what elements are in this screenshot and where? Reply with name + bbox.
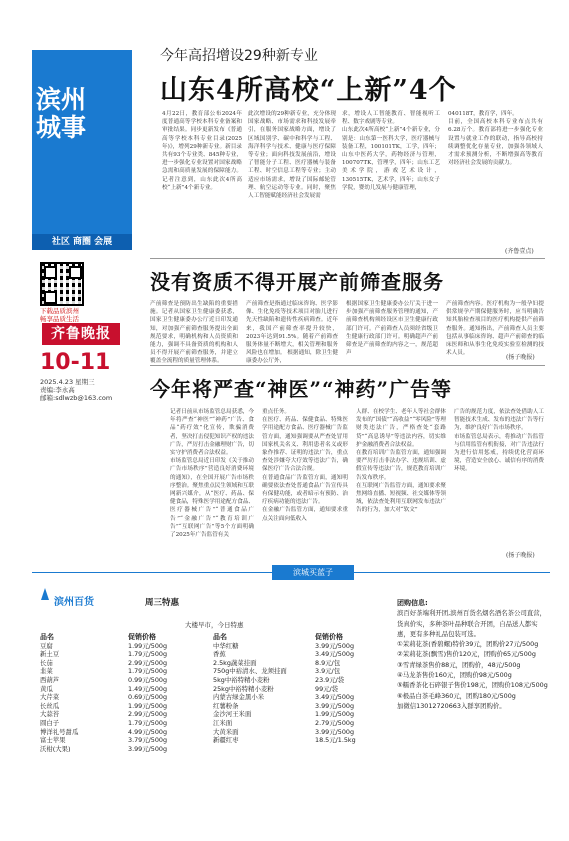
product-name: 香蕉 [213,650,226,659]
product-price: 1.99元/500g [128,701,168,710]
notice-line: ⑥极品白茶毛峰360元，团购180元/500g [397,691,516,700]
column-header: 促销价格 [315,633,343,641]
group-buy-notice [397,598,550,711]
notice-line: ③雪青绿茶售价88元，团购价，48元/500g [397,660,521,669]
qr-code-icon[interactable] [40,262,84,306]
product-name: 大芹菜 [40,693,60,702]
article2-byline: (扬子晚报) [506,354,535,361]
section-title-line1: 滨州 [36,85,87,114]
product-name: 金沙河王米面 [213,710,252,719]
product-price: 3.99元/500g [315,727,355,736]
article2-headline: 没有资质不得开展产前筛查服务 [150,270,444,294]
product-name: 韭菜 [40,667,53,676]
product-name: 黄瓜 [40,684,53,693]
product-name: 红薯粉条 [213,701,239,710]
notice-line: 加微信13012720663入群享团购价。 [397,701,506,710]
section-strip: 社区 商圈 会展 [32,234,132,250]
product-price: 2.99元/500g [128,710,168,719]
product-price: 8.9元/包 [315,658,341,667]
product-price: 1.79元/500g [128,667,168,676]
product-name: 2.5kg蔬菜挂面 [213,658,257,667]
product-name: 西葫芦 [40,675,60,684]
page-numbers: 10-11 [40,350,111,375]
issue-meta: 2025.4.23 星期三 责编:李永高 邮箱:sdlwzb@163.com [40,378,113,402]
right-name-column [213,633,313,745]
promo-title: 周三特惠 [145,598,180,608]
article3-byline: (扬子晚报) [506,552,535,559]
article1-col4: 040118T，教育学，四年。 目前，全国高校本科专业布点共有6.28万个。教育部将进一步强化专业设置与就业工作的联动，指导高校持续调整优化存量专业，加强各领域人才需求预测分析，不断增强高等教育对经济社会发展的贡献力。 [448,111,543,167]
product-price: 0.99元/500g [128,675,168,684]
article2-col4: 产前筛查内容。医疗机构为一般孕妇提供常规孕产期保健服务时，应当明确告知其胎检查项目的医疗机构提供产前筛查服务。通知指出，产前筛查人员主要包括从事临床咨询、超声产前筛查的临床医师和从事生化免疫实验室检测的技术人员。 [446,301,544,357]
product-name: 新土豆 [40,650,60,659]
product-price: 18.5元/1.5kg [315,736,356,745]
product-price: 3.99元/500g [128,744,168,753]
section-title-line2: 城事 [36,113,87,142]
article2-col2: 产前筛查是指通过临床咨询、医学影像、生化免疫等技术项目对胎儿进行先天性缺陷和遗传性疾病筛查。近年来，我国产前筛查率提升较快，2023年达到91.5%。随着产前筛查服务体量不断增大，相关管理和服务风险也在增加。 根据通知，除卫生健康委办公厅外， [246,301,338,365]
notice-line: ②茉莉花茶(飘雪)售价120元，团购价65元/500g [397,650,536,659]
ad-section [32,565,550,840]
product-price: 99元/袋 [315,684,339,693]
product-price: 4.99元/500g [128,727,168,736]
product-name: 内蒙古绿金黑小米 [213,693,265,702]
divider [150,258,545,259]
article1-col2: 此次增设的29种新专业，充分体现国家战略、市场需求和科技发展牵引，在服务国家战略方面，增设了区域国别学、碳中和科学与工程、海洋科学与技术、健康与医疗保障等专业；面向科技发展前沿，增设了智能分子工程、医疗器械与装备工程、时空信息工程等专业；主动适应市场需求，增设了国际邮轮管理、航空运动等专业。同时，聚焦人工智能赋能经济社会发展需 [248,111,336,200]
article1-byline: (齐鲁壹点) [505,248,534,255]
left-price-column [128,633,208,753]
product-name: 豆腐 [40,641,53,650]
product-name: 江米面 [213,718,233,727]
article2-col3: 根据国家卫生健康委办公厅关于进一步加强产前筛查服务管理的通知，产前筛查机构须经设区市卫生健康行政部门许可。产前筛查人员须经省级卫生健康行政部门许可。明确超声产前筛查是产前筛查的内容之一，规范超声 [346,301,438,357]
article3-headline: 今年将严查“神医”“神药”广告等 [150,377,453,401]
product-price: 3.99元/500g [315,641,355,650]
product-name: 750g中裕清水、龙须挂面 [213,667,287,676]
newspaper-logo: 齐鲁晚报 [42,323,120,345]
product-price: 3.9元/包 [315,667,341,676]
store-name: 滨州百货 [54,597,94,608]
article3-col2: 重点任务。 在医疗、药品、保健食品、特殊医学用途配方食品、医疗器械广告监管方面，通知强调要从严查处冒用国家机关名义、利用患者名义或形象作推荐、证明的违法广告，重点查处涉嫌夸大疗效等违法广告，确保医疗广告合法合规。 在普通食品广告监管方面，通知明确要依法查处普通食品广告宣传具有保健功能，或者暗示有预防、治疗疾病功能的违法广告。 在金融广告监管方面，通知要求重点关注面向低收入 [262,409,348,522]
column-header: 促销价格 [128,633,156,641]
product-name: 长茄 [40,658,53,667]
ad-tab: 滨城买蓝子 [272,565,354,580]
article3-col4: 广告的规范力度，依法查处借助人工智能技术生成、发布的违法广告等行为，维护良好广告市场秩序。 市场监管总局表示，将推动广告监管与信用监管有机衔接，对广告违法行为进行信用惩戒，持续优化营商环境，营造安全放心、诚信有序的消费环境。 [454,409,544,473]
article1-col1: 4月22日，教育部公布2024年度普通高等学校本科专业备案和审批结果。同步更新发布《普通高等学校本科专业目录(2025年)》，增列29种新专业。新目录共有93个专业类、845种专业，进一步强化专业设置对国家战略急需和高质量发展的保障能力。记者注意到，山东此次4所高校“上新”4个新专业。 [162,111,242,191]
product-name: 富士苹果 [40,736,66,745]
notice-title: 团购信息: [397,599,428,607]
section-banner [32,50,132,248]
article1-col3: 求，增设人工智能教育、智能视听工程、数字戏剧等专业。 山东此次4所高校“上新”4个新专业，分别是：山东第一医科大学，医疗器械与装备工程，100101TK，工学，四年；山东中医药大学，药物经济与管理，100707TK，管理学，四年；山东工艺美术学院，游戏艺术设计，130515TK，艺术学，四年；山东女子学院，婴幼儿发展与健康管理， [342,111,440,191]
product-price: 23.9元/袋 [315,675,345,684]
product-name: 大黄米面 [213,727,239,736]
product-price: 1.99元/500g [128,641,168,650]
product-price: 2.79元/500g [315,718,355,727]
article1-headline: 山东4所高校“上新”4个 [160,75,457,106]
product-price: 1.79元/500g [128,650,168,659]
product-name: 长丝瓜 [40,701,60,710]
product-price: 2.99元/500g [128,658,168,667]
product-name: 中华红糖 [213,641,239,650]
product-price: 1.99元/500g [315,710,355,719]
column-header: 品名 [40,633,54,641]
product-name: 新疆红枣 [213,736,239,745]
product-price: 3.99元/500g [315,701,355,710]
column-header: 品名 [213,633,227,641]
product-price: 1.49元/500g [128,684,168,693]
store-logo-icon [40,587,50,601]
qr-caption: 下载品质滨州 畅享品质生活 [40,307,79,323]
notice-line: ④马龙茶售价160元，团购价98元/500g [397,671,512,680]
product-name: 5kg中裕特精小麦粉 [213,675,270,684]
product-price: 3.79元/500g [128,736,168,745]
product-name: 圆白子 [40,718,60,727]
product-price: 1.79元/500g [128,718,168,727]
product-name: 大蒜苔 [40,710,60,719]
article3-col3: 人群、在校学生、老年人等社会群体发布的“国债”“高收益”“零风险”等理财类违法广告，严格查处“套路贷”“高息诱导”等违法内容，切实维护金融消费者合法权益。 在教育培训广告监管方面，通知强调要严厉打击非法办学、违规培训、虚假宣传等违法广告，规范教育培训广告发布秩序。 在互联网广告监管方面，通知要求聚焦网络直播、短视频、社交媒体等领域，依法查处利用互联网发布违法广告的行为，加大对“软文” [356,409,446,514]
right-price-column [315,633,395,745]
article3-col1: 记者日前从市场监管总局获悉，今年将严查“神医”“神药”广告、食品“药疗效”化宣传，欺骗消费者，坚决打击侵犯知识产权的违法广告，严厉打击金融理财广告，切实守护消费者合法权益。 市场监管总局近日印发《关于推动广告市场秩序”营造良好消费环境的通知》，在全国开展广告市场秩序整治。聚焦重点民生领域和互联网新兴媒介，从“医疗、药品、保健食品，特殊医学用途配方食品、医疗器械广告”“普通食品广告”“金融广告”“教育培训广告”“互联网广告”等5个方面明确了2025年广告监管有关 [170,409,254,539]
product-price: 0.69元/500g [128,693,168,702]
notice-line: ①茉莉花茶(香碧螺)特价39元，团购价27元/500g [397,640,539,649]
notice-line: ⑤糯香茶化石碎银子售价198元，团购价108元/500g [397,681,548,690]
article1-kicker: 今年高招增设29种新专业 [160,48,318,64]
notice-line: 滨百好茶端利开团,滨州百货名烟名酒名茶公司直营，货真价实，多种茶叶品种联合开团，自品送人都实惠，更有多种礼品包装可选。 [397,609,547,638]
promo-subtitle: 大楼早市，今日特惠 [185,621,244,629]
product-name: 博洋礼号甜瓜 [40,727,79,736]
product-price: 3.49元/500g [315,693,355,702]
left-name-column [40,633,140,753]
product-name: 25kg中裕特精小麦粉 [213,684,274,693]
product-name: 沃柑(大果) [40,744,71,753]
section-title [36,86,96,142]
article2-col1: 产前筛查是预防出生缺陷的重要措施。记者从国家卫生健康委获悉，国家卫生健康委办公厅近日印发通知，对加强产前筛查服务提出全面规范要求，明确机构和人员资质和能力，强调不具备资质的机构和人员不得开展产前筛查服务，并建立覆盖全流程的质量管理体系。 [150,301,238,365]
product-price: 3.49元/500g [315,650,355,659]
divider [150,365,545,366]
